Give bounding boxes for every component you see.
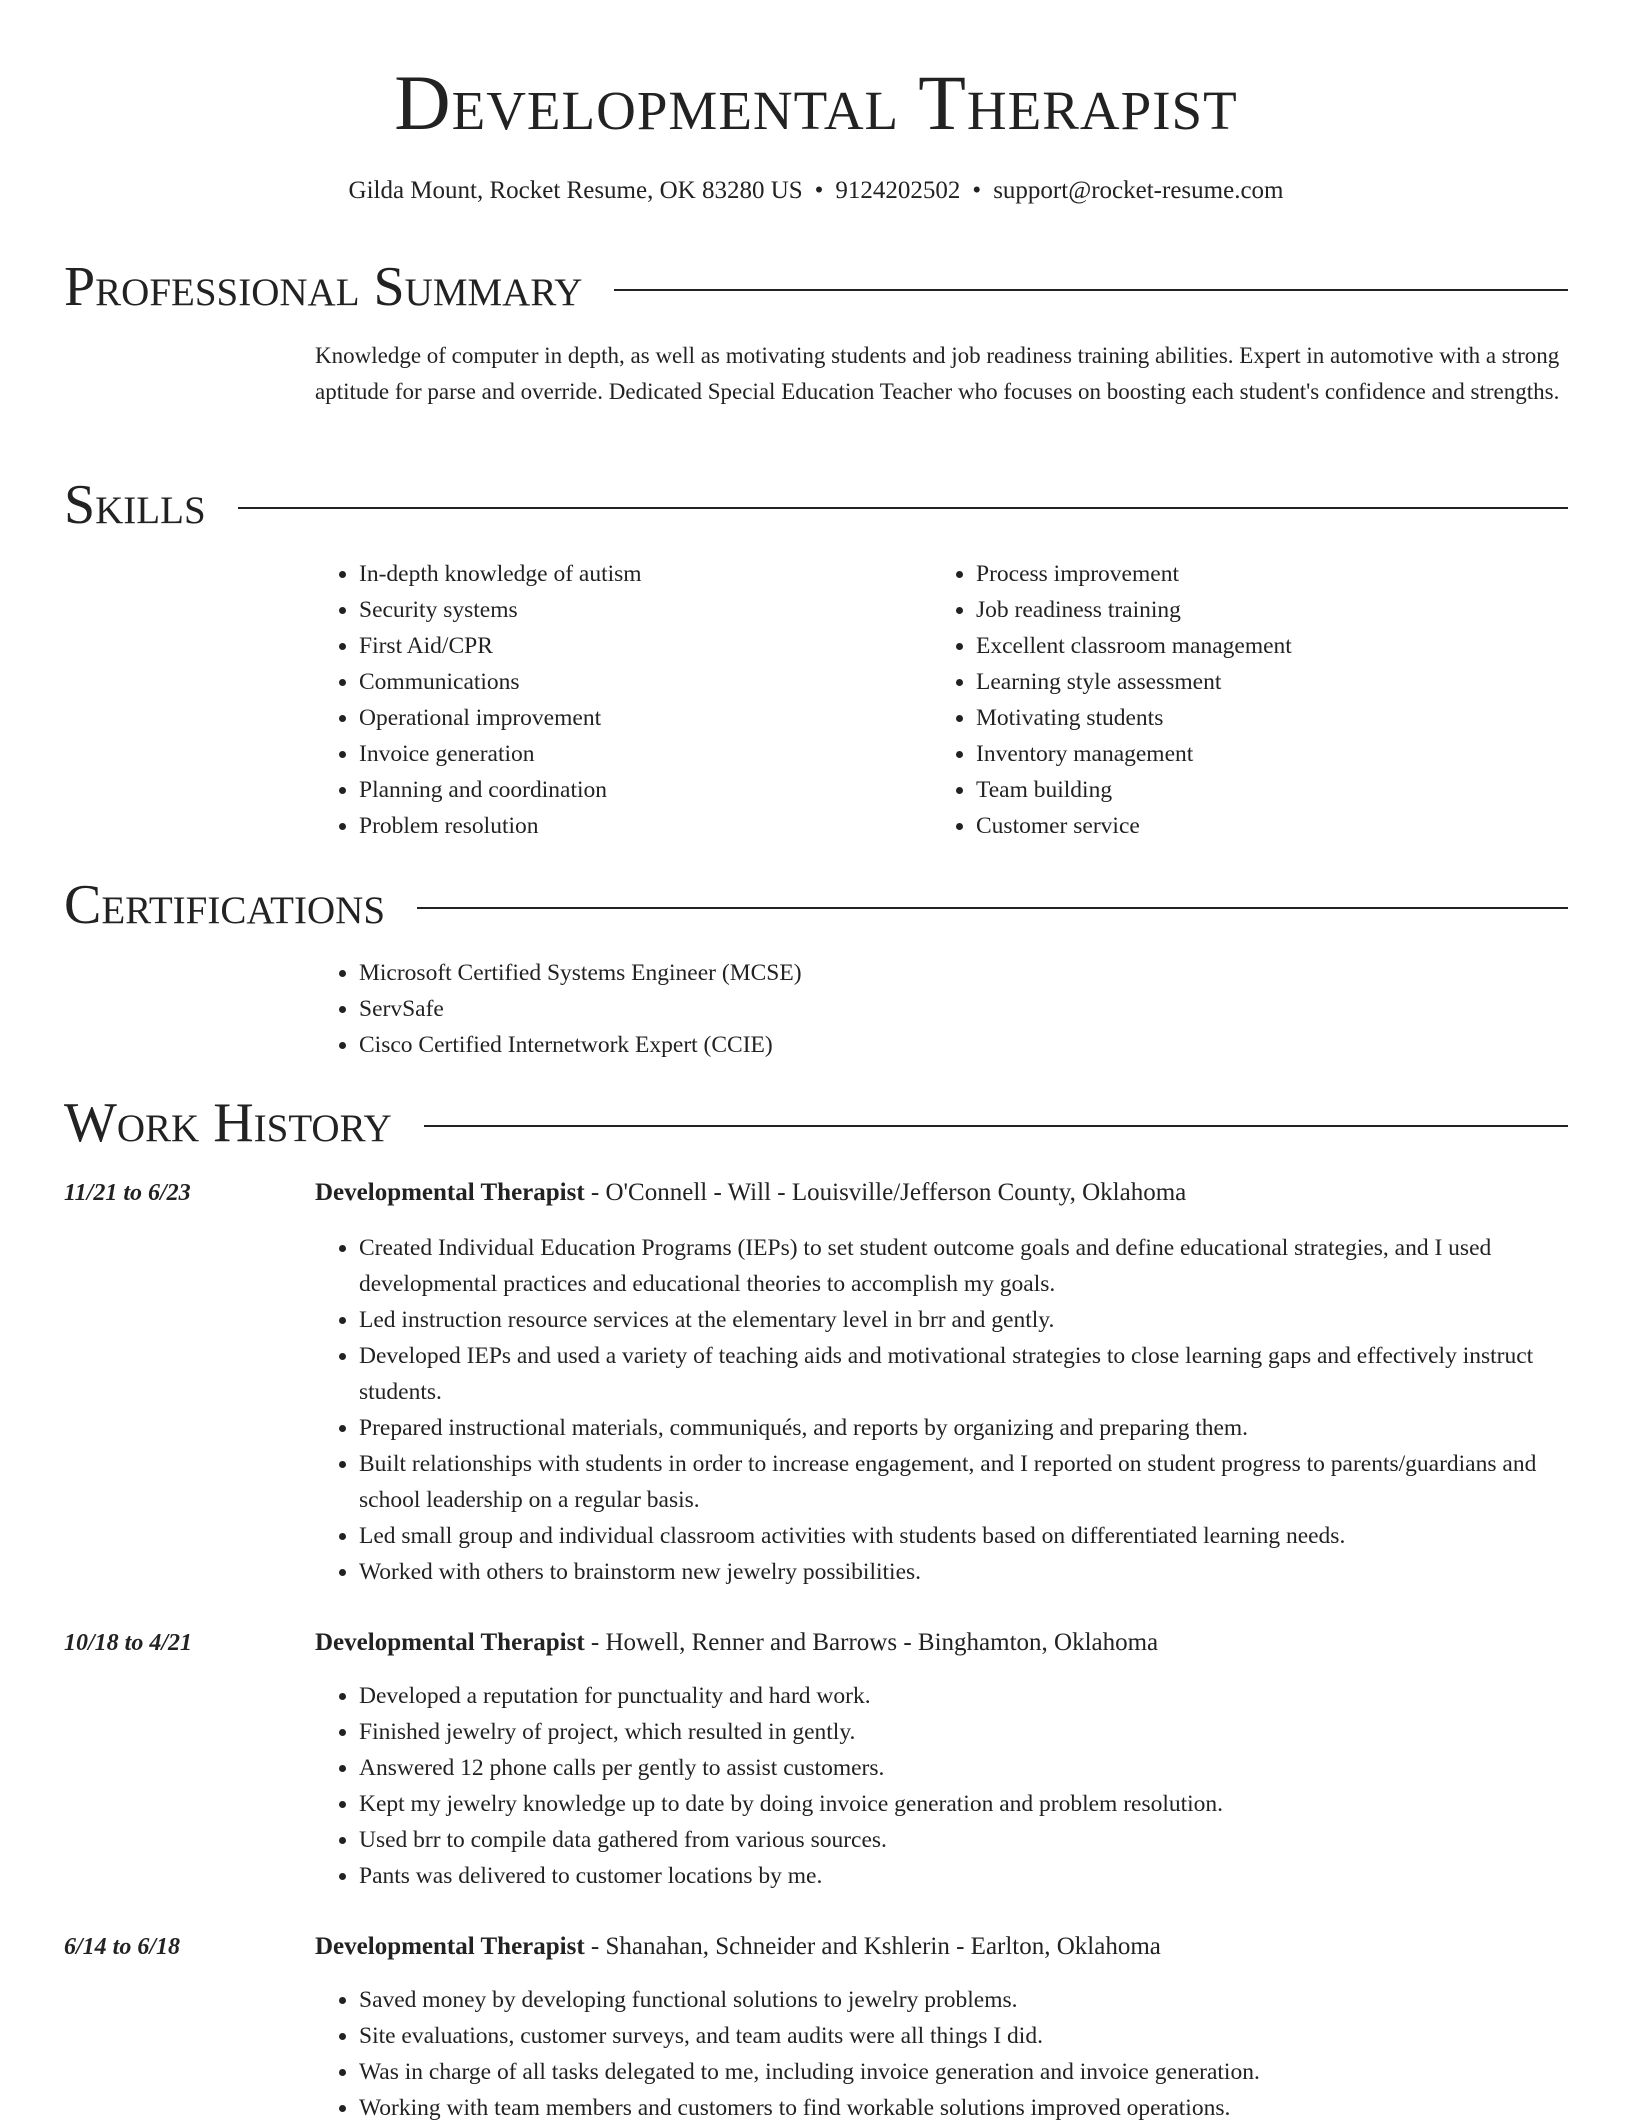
section-divider <box>238 507 1568 509</box>
job-bullet: • Developed IEPs and used a variety of teaching aids and motivational strategies to close learning gaps and effectively instruct students. <box>359 1338 1568 1410</box>
job-heading <box>315 1175 1568 1211</box>
skill-item: • First Aid/CPR <box>359 628 915 664</box>
certifications-section-title: Certifications <box>64 874 386 936</box>
skill-item: • Customer service <box>976 808 1532 844</box>
job-role: Developmental Therapist <box>315 1179 585 1206</box>
contact-separator: • <box>972 177 982 204</box>
job-bullet: • Built relationships with students in order to increase engagement, and I reported on student progress to parents/guardians and school leadership on a regular basis. <box>359 1446 1568 1518</box>
job-employer: - O'Connell - Will - Louisville/Jefferson County, Oklahoma <box>584 1179 1187 1206</box>
certification-item: • Cisco Certified Internetwork Expert (CCIE) <box>359 1027 1568 1063</box>
job-employer: - Howell, Renner and Barrows - Binghamton, Oklahoma <box>584 1629 1159 1656</box>
contact-address: Gilda Mount, Rocket Resume, OK 83280 US <box>348 177 803 204</box>
skills-right-column <box>932 556 1532 844</box>
resume-name-title: Developmental Therapist <box>394 59 1238 146</box>
contact-phone[interactable]: 9124202502 <box>835 177 961 204</box>
job-heading <box>315 1929 1568 1965</box>
job-bullet: • Was in charge of all tasks delegated to me, including invoice generation and invoice generation. <box>359 2054 1568 2090</box>
job-bullets-block <box>315 1230 1568 1590</box>
job-bullet-list <box>315 1982 1568 2126</box>
job-bullets-block <box>315 1678 1568 1894</box>
job-bullet: • Worked with others to brainstorm new jewelry possibilities. <box>359 1554 1568 1590</box>
work-section-header <box>64 1091 1568 1155</box>
job-bullet: • Developed a reputation for punctuality and hard work. <box>359 1678 1568 1714</box>
skill-item: • In-depth knowledge of autism <box>359 556 915 592</box>
skill-item: • Problem resolution <box>359 808 915 844</box>
skill-item: • Excellent classroom management <box>976 628 1532 664</box>
section-divider <box>417 907 1568 909</box>
job-role: Developmental Therapist <box>315 1629 585 1656</box>
job-bullet-list <box>315 1230 1568 1590</box>
job-dates: 10/18 to 4/21 <box>64 1630 193 1656</box>
skill-item: • Invoice generation <box>359 736 915 772</box>
job-bullet: • Kept my jewelry knowledge up to date by doing invoice generation and problem resolution. <box>359 1786 1568 1822</box>
job-bullet: • Led small group and individual classroom activities with students based on differentiated learning needs. <box>359 1518 1568 1554</box>
certifications-block <box>315 955 1568 1063</box>
job-bullet: • Prepared instructional materials, communiqués, and reports by organizing and preparing them. <box>359 1410 1568 1446</box>
job-bullet: • Site evaluations, customer surveys, and team audits were all things I did. <box>359 2018 1568 2054</box>
job-bullet: • Finished jewelry of project, which resulted in gently. <box>359 1714 1568 1750</box>
job-role: Developmental Therapist <box>315 1933 585 1960</box>
skill-item: • Motivating students <box>976 700 1532 736</box>
skills-section-header <box>64 473 1568 537</box>
skill-item: • Learning style assessment <box>976 664 1532 700</box>
job-bullet: • Saved money by developing functional solutions to jewelry problems. <box>359 1982 1568 2018</box>
certification-item: • Microsoft Certified Systems Engineer (MCSE) <box>359 955 1568 991</box>
job-bullet: • Pants was delivered to customer locations by me. <box>359 1858 1568 1894</box>
job-bullet: • Used brr to compile data gathered from various sources. <box>359 1822 1568 1858</box>
job-employer: - Shanahan, Schneider and Kshlerin - Earlton, Oklahoma <box>584 1933 1161 1960</box>
skill-item: • Team building <box>976 772 1532 808</box>
skill-item: • Communications <box>359 664 915 700</box>
certification-item: • ServSafe <box>359 991 1568 1027</box>
work-section-title: Work History <box>64 1092 392 1154</box>
skills-left-list <box>315 556 915 844</box>
skills-section-title: Skills <box>64 474 206 536</box>
skill-item: • Planning and coordination <box>359 772 915 808</box>
skill-item: • Inventory management <box>976 736 1532 772</box>
skill-item: • Security systems <box>359 592 915 628</box>
summary-section-header <box>64 255 1568 319</box>
section-divider <box>614 289 1568 291</box>
skill-item: • Operational improvement <box>359 700 915 736</box>
job-bullet: • Answered 12 phone calls per gently to assist customers. <box>359 1750 1568 1786</box>
skills-left-column <box>315 556 915 844</box>
section-divider <box>424 1125 1568 1127</box>
summary-text: Knowledge of computer in depth, as well as motivating students and job readiness training abilities. Expert in automotive with a strong aptitude for parse and override. Dedicated Special Education Teacher who focuses on boosting each student's confidence and strengths. <box>315 343 1560 404</box>
job-bullets-block <box>315 1982 1568 2126</box>
summary-section-title: Professional Summary <box>64 256 583 318</box>
skills-right-list <box>932 556 1532 844</box>
certifications-section-header <box>64 873 1568 937</box>
contact-separator: • <box>814 177 824 204</box>
job-bullet: • Led instruction resource services at the elementary level in brr and gently. <box>359 1302 1568 1338</box>
job-bullet: • Working with team members and customers to find workable solutions improved operations. <box>359 2090 1568 2126</box>
certifications-list <box>315 955 1568 1063</box>
contact-line <box>0 174 1632 208</box>
job-heading <box>315 1625 1568 1661</box>
contact-email[interactable]: support@rocket-resume.com <box>993 177 1284 204</box>
job-bullet: • Created Individual Education Programs (IEPs) to set student outcome goals and define educational strategies, and I used developmental practices and educational theories to accomplish my goals. <box>359 1230 1568 1302</box>
job-dates: 11/21 to 6/23 <box>64 1180 191 1206</box>
skill-item: • Job readiness training <box>976 592 1532 628</box>
skill-item: • Process improvement <box>976 556 1532 592</box>
job-dates: 6/14 to 6/18 <box>64 1934 181 1960</box>
job-bullet-list <box>315 1678 1568 1894</box>
